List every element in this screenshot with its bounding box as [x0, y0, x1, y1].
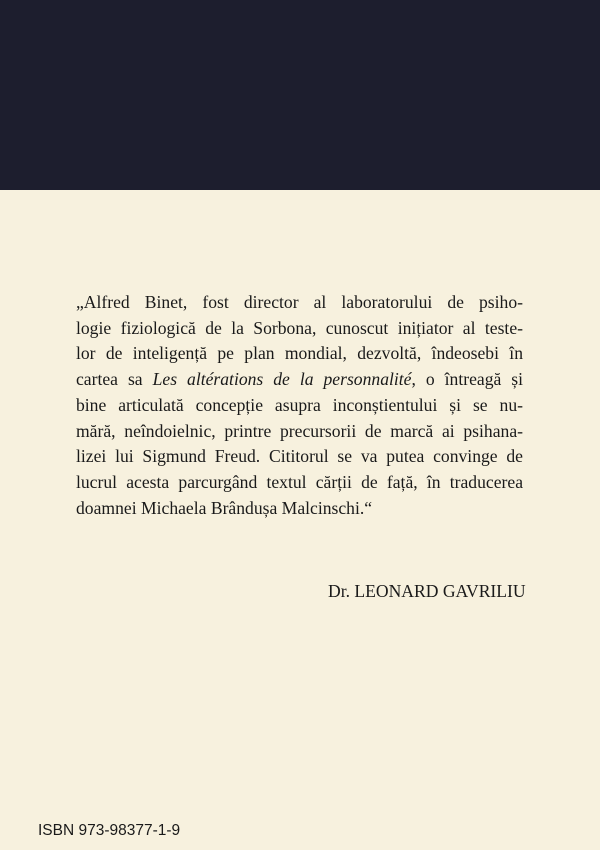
blurb-line: bine articulată concepție asupra inconștientului și se nu- [76, 394, 523, 415]
blurb-quote [76, 290, 523, 521]
book-title: Les altérations de la personnalité [152, 369, 412, 390]
blurb-line: doamnei Michaela Brândușa Malcinschi.“ [76, 497, 373, 518]
blurb-line: „Alfred Binet, fost director al laboratorului de psiho- [76, 292, 523, 312]
author-signature: Dr. LEONARD GAVRILIU [328, 581, 526, 601]
blurb-text: cartea sa [76, 369, 153, 390]
blurb-line [76, 367, 523, 393]
blurb-line: mără, neîndoielnic, printre precursorii de marcă ai psihana- [76, 420, 523, 441]
blurb-line: logie fiziologică de la Sorbona, cunoscut inițiator al teste- [76, 317, 523, 338]
blurb-text: , o întreagă și [411, 369, 524, 390]
blurb-line: lucrul acesta parcurgând textul cărții de față, în traducerea [76, 471, 523, 492]
blurb-line: lizei lui Sigmund Freud. Cititorul se va putea convinge de [76, 446, 523, 467]
isbn-number: ISBN 973-98377-1-9 [38, 822, 181, 839]
blurb-line: lor de inteligență pe plan mondial, dezvoltă, îndeosebi în [76, 343, 523, 364]
top-dark-band [0, 0, 600, 190]
